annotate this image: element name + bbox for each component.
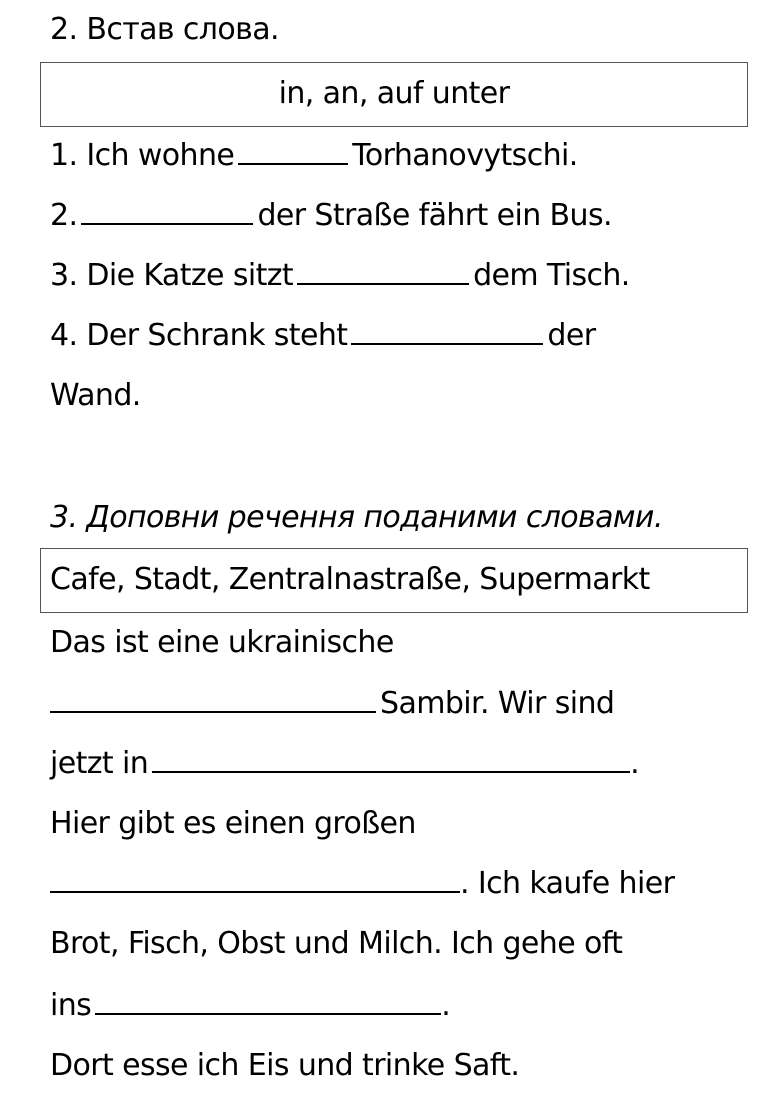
sentence-text: der — [547, 318, 596, 353]
answer-blank[interactable] — [81, 199, 253, 225]
task2-sentence-4-continued: Wand. — [50, 378, 141, 413]
sentence-text: dem Tisch. — [473, 258, 630, 293]
task3-line-8: Dort esse ich Eis und trinke Saft. — [50, 1048, 520, 1083]
task2-sentence-4 — [50, 318, 595, 354]
sentence-text: 1. Ich wohne — [50, 138, 235, 173]
sentence-text: Torhanovytschi. — [352, 138, 578, 173]
answer-blank[interactable] — [50, 687, 376, 713]
sentence-text: 2. — [50, 198, 78, 233]
answer-blank[interactable] — [152, 747, 630, 773]
task3-line-3 — [50, 746, 639, 782]
task3-word-box — [40, 548, 748, 613]
task2-sentence-3 — [50, 258, 630, 294]
task3-line-4: Hier gibt es einen großen — [50, 806, 416, 841]
answer-blank[interactable] — [351, 319, 543, 345]
answer-blank[interactable] — [50, 867, 460, 893]
answer-blank[interactable] — [238, 139, 348, 165]
sentence-text: der Straße fährt ein Bus. — [257, 198, 612, 233]
answer-blank[interactable] — [95, 989, 441, 1015]
task3-line-2 — [50, 686, 614, 722]
sentence-text: ins — [50, 988, 92, 1023]
task2-sentence-1 — [50, 138, 578, 174]
answer-blank[interactable] — [297, 259, 469, 285]
sentence-text: 4. Der Schrank steht — [50, 318, 348, 353]
task2-word-box — [40, 62, 748, 127]
task2-sentence-2 — [50, 198, 612, 234]
sentence-text: . Ich kaufe hier — [460, 866, 675, 901]
task3-heading: 3. Доповни речення поданими словами. — [50, 500, 663, 535]
task2-heading: 2. Встав слова. — [50, 12, 279, 47]
task2-word-box-text: in, an, auf unter — [278, 76, 510, 111]
sentence-text: 3. Die Katze sitzt — [50, 258, 294, 293]
sentence-text: . — [630, 746, 640, 781]
task3-line-7 — [50, 988, 450, 1024]
task3-line-5 — [50, 866, 674, 902]
sentence-text: Sambir. Wir sind — [380, 686, 615, 721]
task3-line-6: Brot, Fisch, Obst und Milch. Ich gehe oft — [50, 926, 623, 961]
sentence-text: . — [441, 988, 451, 1023]
task3-word-box-text: Cafe, Stadt, Zentralnastraße, Supermarkt — [50, 562, 650, 597]
sentence-text: jetzt in — [50, 746, 149, 781]
task3-line-1: Das ist eine ukrainische — [50, 625, 394, 660]
